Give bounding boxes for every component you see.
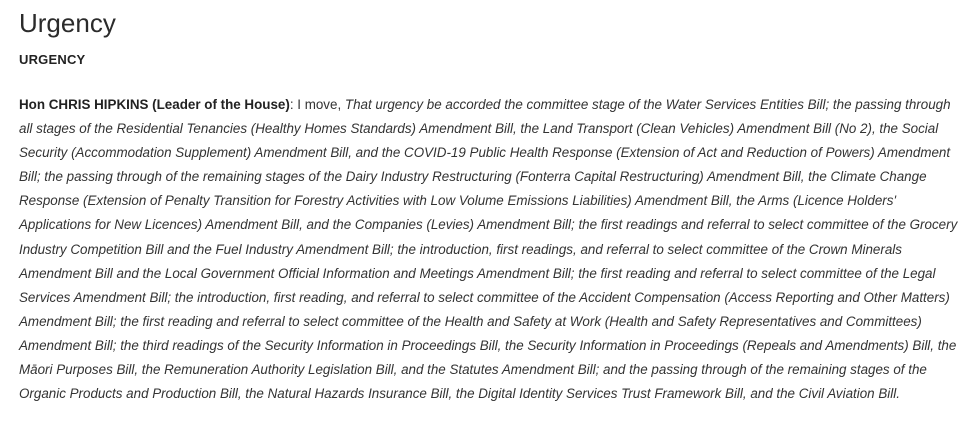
motion-text: That urgency be accorded the committee stage of the Water Services Entities Bill; the passing through all stages of the Residential Tenancies (Healthy Homes Standards) Amendment Bill, the Land Transport (Clean Vehicles) Amendment Bill (No 2), the Social Security (Accommodation Supplement) Amendment Bill, and the COVID-19 Public Health Response (Extension of Act and Reduction of Powers) Amendment Bill; the passing through of the remaining stages of the Dairy Industry Restructuring (Fonterra Capital Restructuring) Amendment Bill, the Climate Change Response (Extension of Penalty Transition for Forestry Activities with Low Volume Emissions Liabilities) Amendment Bill, the Arms (Licence Holders' Applications for New Licences) Amendment Bill, and the Companies (Levies) Amendment Bill; the first readings and referral to select committee of the Grocery Industry Competition Bill and the Fuel Industry Amendment Bill; the introduction, first readings, and referral to select committee of the Crown Minerals Amendment Bill and the Local Government Official Information and Meetings Amendment Bill; the first reading and referral to select committee of the Legal Services Amendment Bill; the introduction, first reading, and referral to select committee of the Accident Compensation (Access Reporting and Other Matters) Amendment Bill; the first reading and referral to select committee of the Health and Safety at Work (Health and Safety Representatives and Committees) Amendment Bill; the third readings of the Security Information in Proceedings Bill, the Security Information in Proceedings (Repeals and Amendments) Bill, the Māori Purposes Bill, the Remuneration Authority Legislation Bill, and the Statutes Amendment Bill; and the passing through of the remaining stages of the Organic Products and Production Bill, the Natural Hazards Insurance Bill, the Digital Identity Services Trust Framework Bill, and the Civil Aviation Bill. — [19, 97, 958, 402]
speaker-separator: : — [289, 97, 298, 112]
section-subheading: URGENCY — [19, 52, 86, 67]
page-title: Urgency — [19, 8, 116, 38]
speaker-name: Hon CHRIS HIPKINS (Leader of the House) — [19, 97, 290, 112]
speech-intro: I move, — [297, 97, 345, 112]
speech-paragraph — [19, 93, 959, 406]
